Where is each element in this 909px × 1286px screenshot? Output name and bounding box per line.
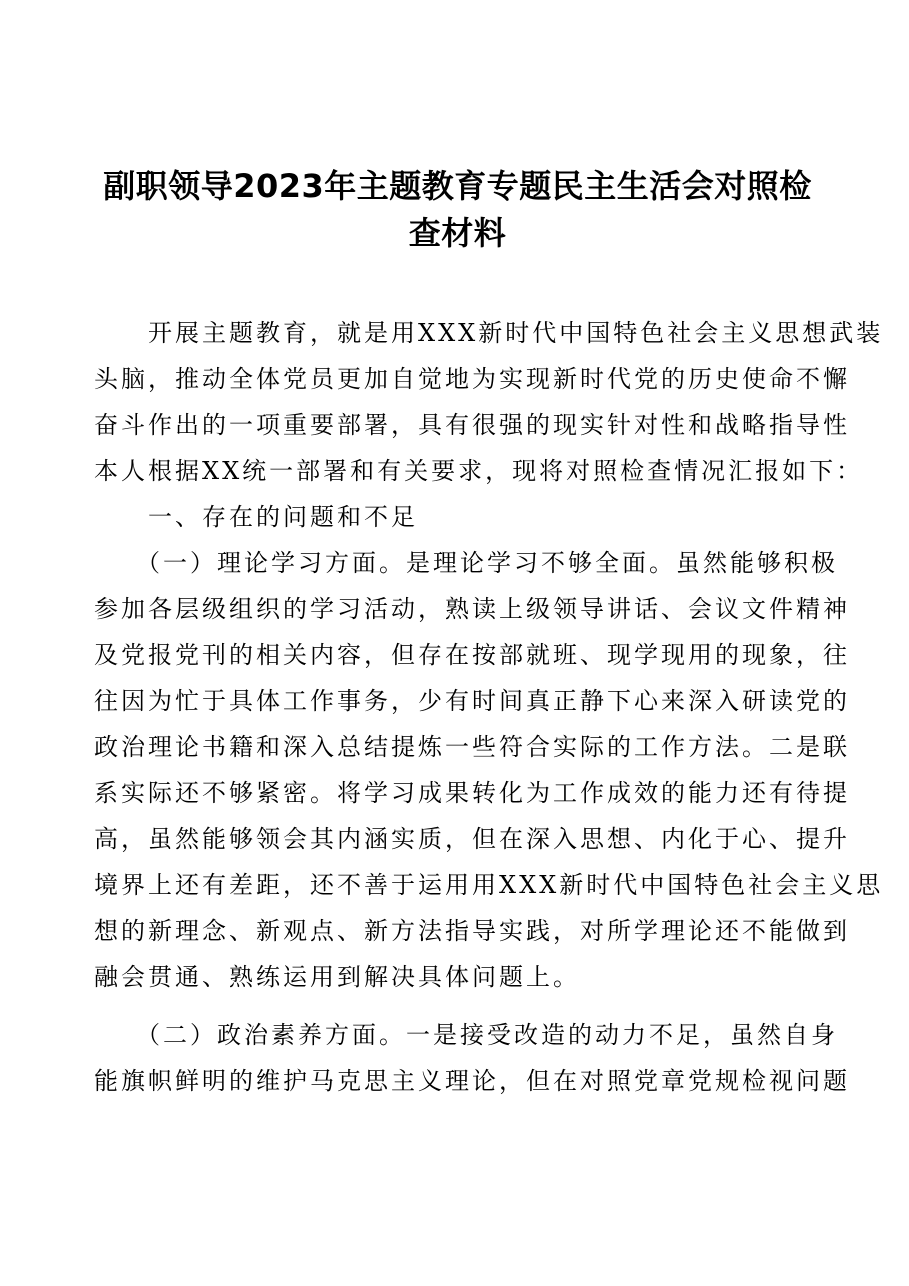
text-line: （二）政治素养方面。一是接受改造的动力不足，虽然自身: [94, 1021, 838, 1049]
text-line: 及党报党刊的相关内容，但存在按部就班、现学现用的现象，往: [94, 641, 850, 669]
text-line: 高，虽然能够领会其内涵实质，但在深入思想、内化于心、提升: [94, 825, 850, 853]
paragraph-gap: [94, 1000, 834, 1012]
text-line: 能旗帜鲜明的维护马克思主义理论，但在对照党章党规检视问题: [94, 1067, 850, 1095]
intro-paragraph: [94, 310, 884, 494]
text-line: 开展主题教育，就是用XXX新时代中国特色社会主义思想武装: [94, 319, 884, 347]
text-line: （一）理论学习方面。是理论学习不够全面。虽然能够积极: [94, 549, 838, 577]
text-line: 往因为忙于具体工作事务，少有时间真正静下心来深入研读党的: [94, 687, 850, 715]
text-line: 奋斗作出的一项重要部署，具有很强的现实针对性和战略指导性: [94, 411, 850, 439]
theory-study-paragraph: [94, 540, 884, 1000]
text-line: 头脑，推动全体党员更加自觉地为实现新时代党的历史使命不懈: [94, 365, 850, 393]
text-line: 一、存在的问题和不足: [94, 503, 418, 531]
text-line: 想的新理念、新观点、新方法指导实践，对所学理论还不能做到: [94, 917, 850, 945]
document-body: [94, 310, 884, 1104]
text-line: 参加各层级组织的学习活动，熟读上级领导讲话、会议文件精神: [94, 595, 850, 623]
document-title: [80, 163, 835, 257]
text-line: 本人根据XX统一部署和有关要求，现将对照检查情况汇报如下：: [94, 457, 864, 485]
text-line: 系实际还不够紧密。将学习成果转化为工作成效的能力还有待提: [94, 779, 850, 807]
text-line: 融会贯通、熟练运用到解决具体问题上。: [94, 963, 580, 991]
text-line: 境界上还有差距，还不善于运用用XXX新时代中国特色社会主义思: [94, 871, 884, 899]
section-heading: [94, 494, 834, 540]
political-literacy-paragraph: [94, 1012, 850, 1104]
title-line: 查材料: [408, 214, 507, 252]
text-line: 政治理论书籍和深入总结提炼一些符合实际的工作方法。二是联: [94, 733, 850, 761]
title-line: 副职领导2023年主题教育专题民主生活会对照检: [103, 167, 812, 205]
